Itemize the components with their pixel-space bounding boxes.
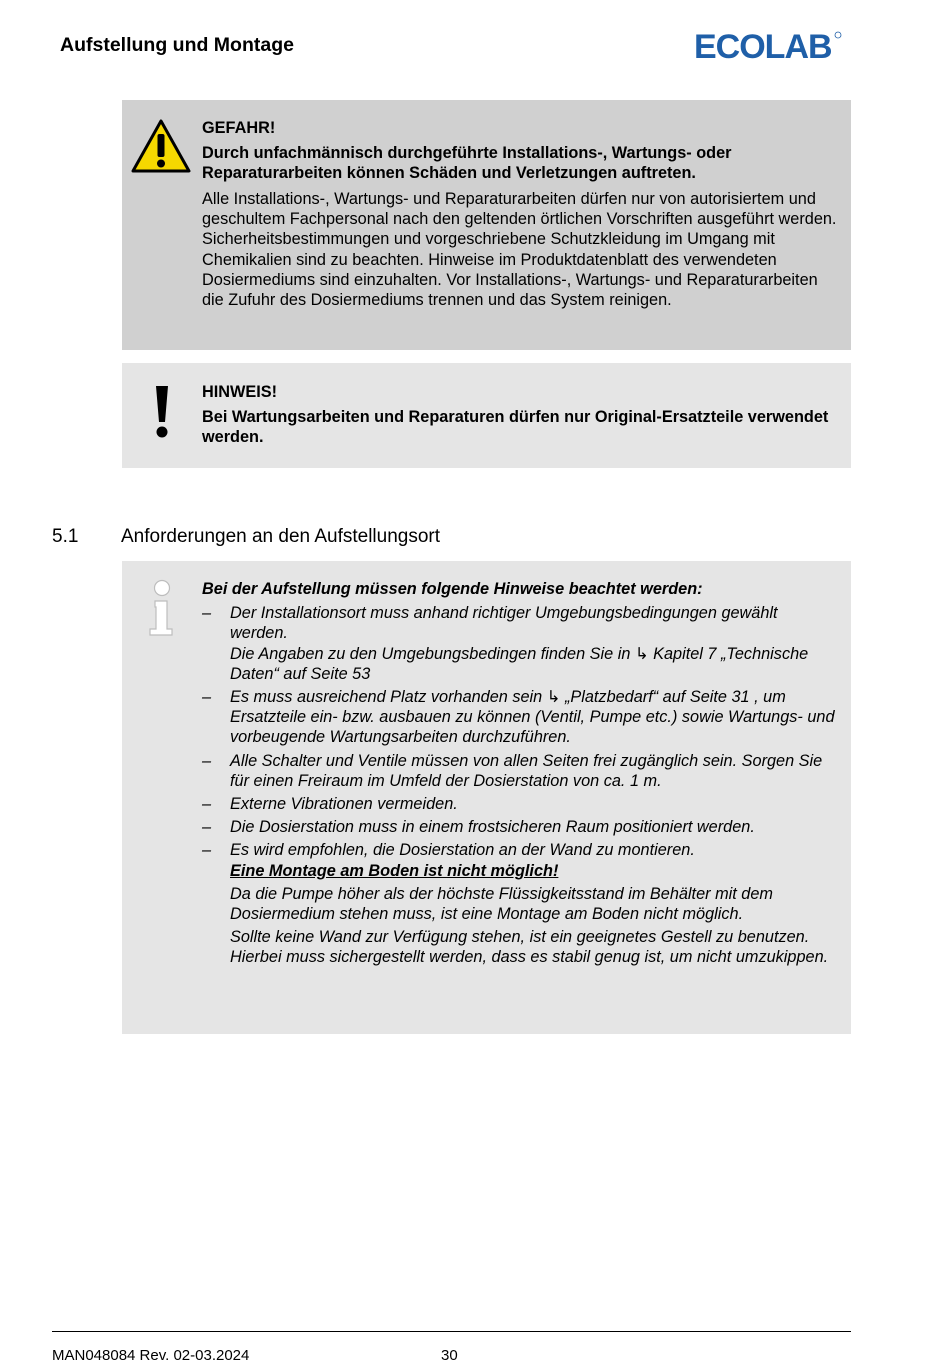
list-item [202,817,837,837]
list-item-text: Alle Schalter und Ventile müssen von allen Seiten frei zugänglich sein. Sorgen Sie für einen Freiraum im Umfeld der Dosierstation von ca. 1 m. [230,751,823,790]
danger-headline: Durch unfachmännisch durchgeführte Installations-, Wartungs- oder Reparaturarbeiten können Schäden und Verletzungen auftreten. [202,144,732,183]
list-item [202,687,837,748]
note-box [122,363,851,468]
requirements-list [202,603,837,967]
info-content [202,579,837,971]
page-number: 30 [441,1347,458,1364]
warning-triangle-icon [131,119,191,173]
list-item-paragraph: Da die Pumpe höher als der höchste Flüssigkeitsstand im Behälter mit dem Dosiermedium stehen muss, ist eine Montage am Boden nicht möglich. [230,884,773,924]
list-item [202,751,837,791]
danger-box [122,100,851,350]
list-item-text: Es muss ausreichend Platz vorhanden sein [230,688,543,707]
section-title: Anforderungen an den Aufstellungsort [121,526,441,547]
page-header-title: Aufstellung und Montage [60,34,294,56]
list-item-text: Der Installationsort muss anhand richtiger Umgebungsbedingungen gewählt werden. [230,604,778,643]
section-number: 5.1 [52,526,79,547]
danger-body: Alle Installations-, Wartungs- und Reparaturarbeiten dürfen nur von autorisiertem und geschultem Fachpersonal nach den geltenden örtlichen Vorschriften ausgeführt werden. Sicherheitsbestimmungen und vorgeschriebene Schutzkleidung im Umgang mit Chemikalien sind zu beachten. Hinweise im Produktdatenblatt des verwendeten Dosiermediums sind einzuhalten. Vor Installations-, Wartungs- und Reparaturarbeiten die Zufuhr des Dosiermediums trennen und das System reinigen. [202,190,837,310]
list-item [202,603,837,684]
danger-label: GEFAHR! [202,119,276,137]
list-item-text: Die Dosierstation muss in einem frostsicheren Raum positioniert werden. [230,818,755,837]
note-text: Bei Wartungsarbeiten und Reparaturen dürfen nur Original-Ersatzteile verwendet werden. [202,408,829,447]
footer-document-id: MAN048084 Rev. 02-03.2024 [52,1347,250,1364]
floor-mount-warning: Eine Montage am Boden ist nicht möglich! [230,861,559,880]
cross-reference-arrow-icon: ↳ [634,644,649,663]
info-intro: Bei der Aufstellung müssen folgende Hinweise beachtet werden: [202,580,703,598]
svg-text:ECOLAB: ECOLAB [694,28,832,66]
footer-divider [52,1331,851,1332]
list-item-text: Externe Vibrationen vermeiden. [230,795,458,814]
cross-reference-link[interactable]: Kapitel 7 „Technische Daten“ auf Seite 53 [230,644,809,683]
info-icon [146,579,178,637]
list-item-paragraph: Sollte keine Wand zur Verfügung stehen, ist ein geeignetes Gestell zu benutzen. Hierbei muss sichergestellt werden, dass es stabil genug ist, um nicht umzukippen. [230,928,829,967]
info-box [122,561,851,1034]
list-item-text: – Es wird empfohlen, die Dosierstation an der Wand zu montieren. [230,841,695,860]
ecolab-logo [692,26,844,66]
list-item [202,840,837,967]
note-label: HINWEIS! [202,383,278,401]
exclamation-icon [152,386,172,438]
cross-reference-link[interactable]: „Platzbedarf“ auf Seite 31 , um Ersatzteile ein- bzw. ausbauen zu können (Ventil, Pumpe etc.) sowie Wartungs- und vorbeugende Wartungsarbeiten durchzuführen. [230,688,835,747]
cross-reference-arrow-icon: ↳ [546,688,561,707]
list-item [202,794,837,814]
list-item-text: Die Angaben zu den Umgebungsbedingen finden Sie in [230,644,631,663]
